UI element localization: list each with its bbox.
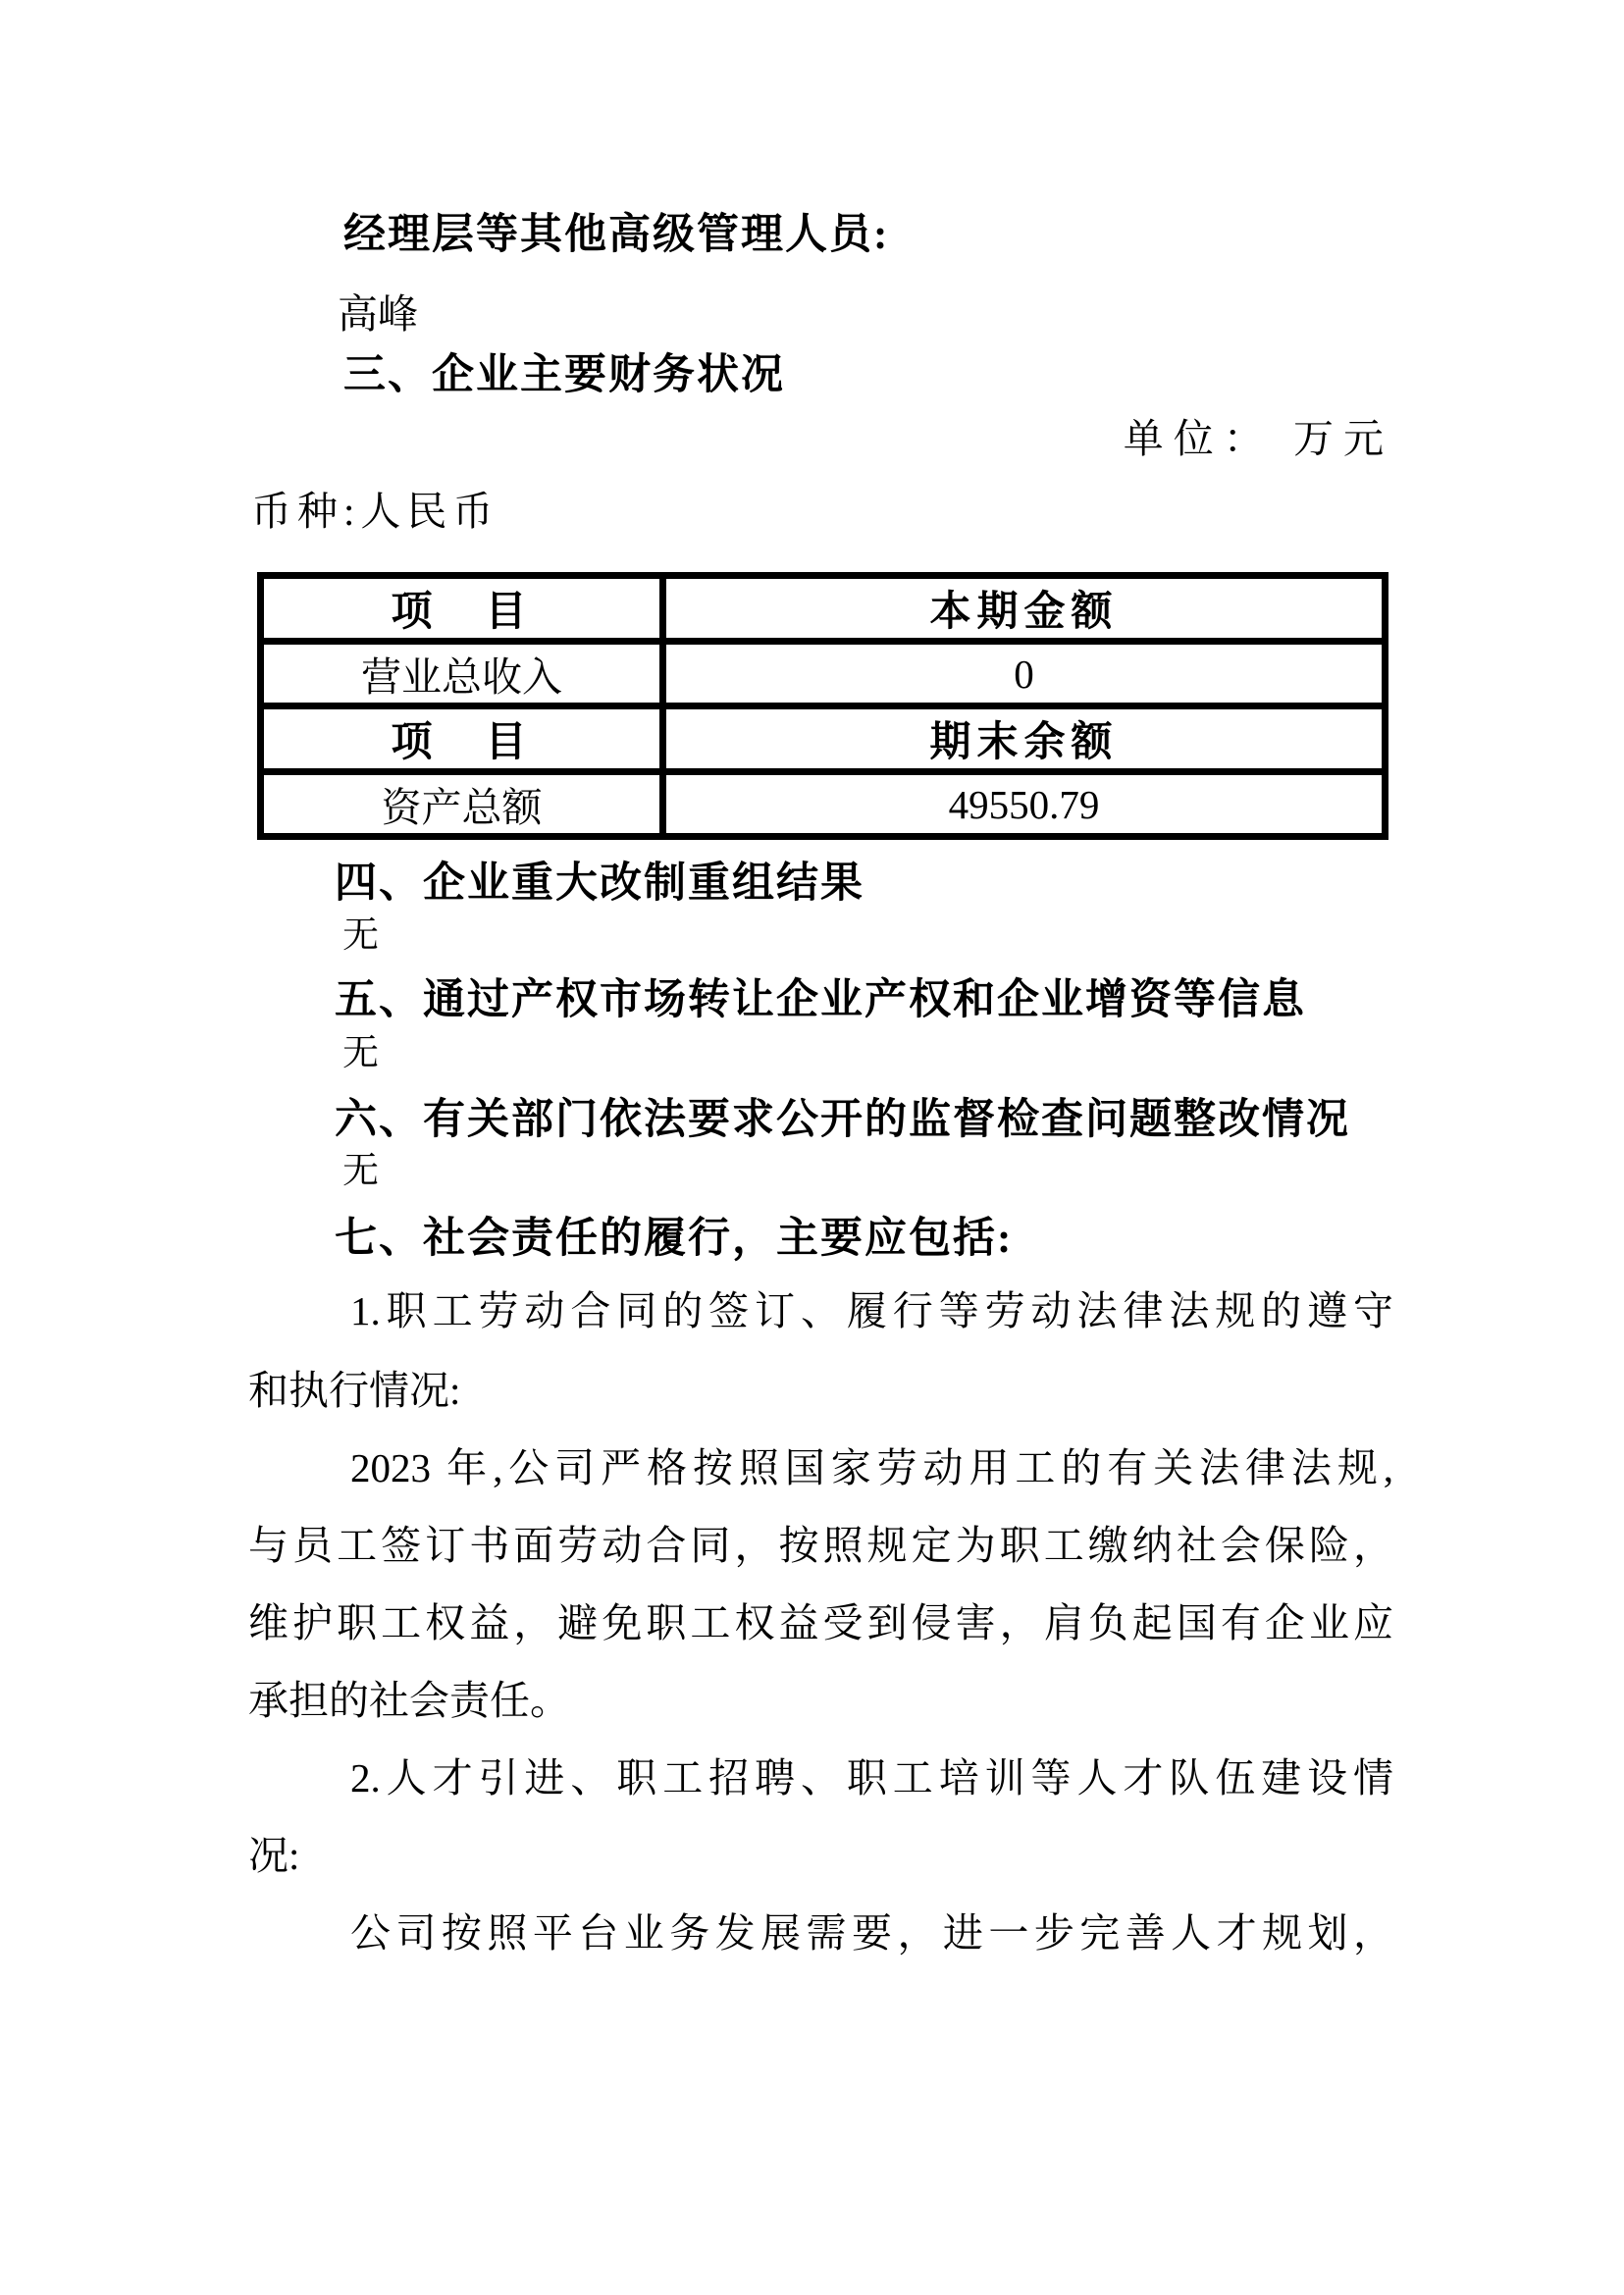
paragraph-2-line-3: 维护职工权益，避免职工权益受到侵害，肩负起国有企业应 bbox=[248, 1600, 1393, 1645]
paragraph-4-line-1: 公司按照平台业务发展需要，进一步完善人才规划， bbox=[350, 1910, 1393, 1956]
table-cell-assets-label: 资产总额 bbox=[261, 772, 663, 837]
section-5-heading: 五、通过产权市场转让企业产权和企业增资等信息 bbox=[335, 977, 1306, 1023]
section-6-value: 无 bbox=[342, 1151, 379, 1191]
paragraph-2-line-2: 与员工签订书面劳动合同，按照规定为职工缴纳社会保险， bbox=[248, 1523, 1393, 1568]
table-header-ending-balance: 期末余额 bbox=[663, 706, 1386, 772]
section-4-heading: 四、企业重大改制重组结果 bbox=[335, 861, 864, 907]
table-header-item-1: 项 目 bbox=[261, 576, 663, 642]
section-6-heading: 六、有关部门依法要求公开的监督检查问题整改情况 bbox=[335, 1097, 1350, 1143]
currency-label: 币种:人民币 bbox=[251, 489, 499, 534]
section-3-heading: 三、企业主要财务状况 bbox=[343, 352, 785, 398]
paragraph-3-line-2: 况: bbox=[248, 1833, 300, 1878]
table-row-header-current bbox=[261, 576, 1386, 642]
table-cell-revenue-label: 营业总收入 bbox=[261, 642, 663, 706]
paragraph-1-line-2: 和执行情况: bbox=[248, 1368, 461, 1413]
paragraph-1-line-1: 1.职工劳动合同的签订、履行等劳动法律法规的遵守 bbox=[350, 1288, 1393, 1333]
table-row-assets bbox=[261, 772, 1386, 837]
table-cell-revenue-value: 0 bbox=[663, 642, 1386, 706]
table-cell-assets-value: 49550.79 bbox=[663, 772, 1386, 837]
management-heading: 经理层等其他高级管理人员: bbox=[343, 212, 890, 258]
unit-label: 单位： 万元 bbox=[1123, 416, 1393, 461]
table-row-revenue bbox=[261, 642, 1386, 706]
manager-name: 高峰 bbox=[338, 291, 418, 337]
section-5-value: 无 bbox=[342, 1033, 379, 1073]
section-4-value: 无 bbox=[342, 915, 379, 956]
financial-table bbox=[257, 572, 1388, 840]
table-header-item-2: 项 目 bbox=[261, 706, 663, 772]
table-header-current-amount: 本期金额 bbox=[663, 576, 1386, 642]
section-7-heading: 七、社会责任的履行，主要应包括: bbox=[335, 1216, 1014, 1262]
paragraph-3-line-1: 2.人才引进、职工招聘、职工培训等人才队伍建设情 bbox=[350, 1755, 1393, 1800]
paragraph-2-line-4: 承担的社会责任。 bbox=[248, 1678, 570, 1723]
table-row-header-ending bbox=[261, 706, 1386, 772]
paragraph-2-line-1: 2023 年,公司严格按照国家劳动用工的有关法律法规, bbox=[350, 1445, 1393, 1490]
